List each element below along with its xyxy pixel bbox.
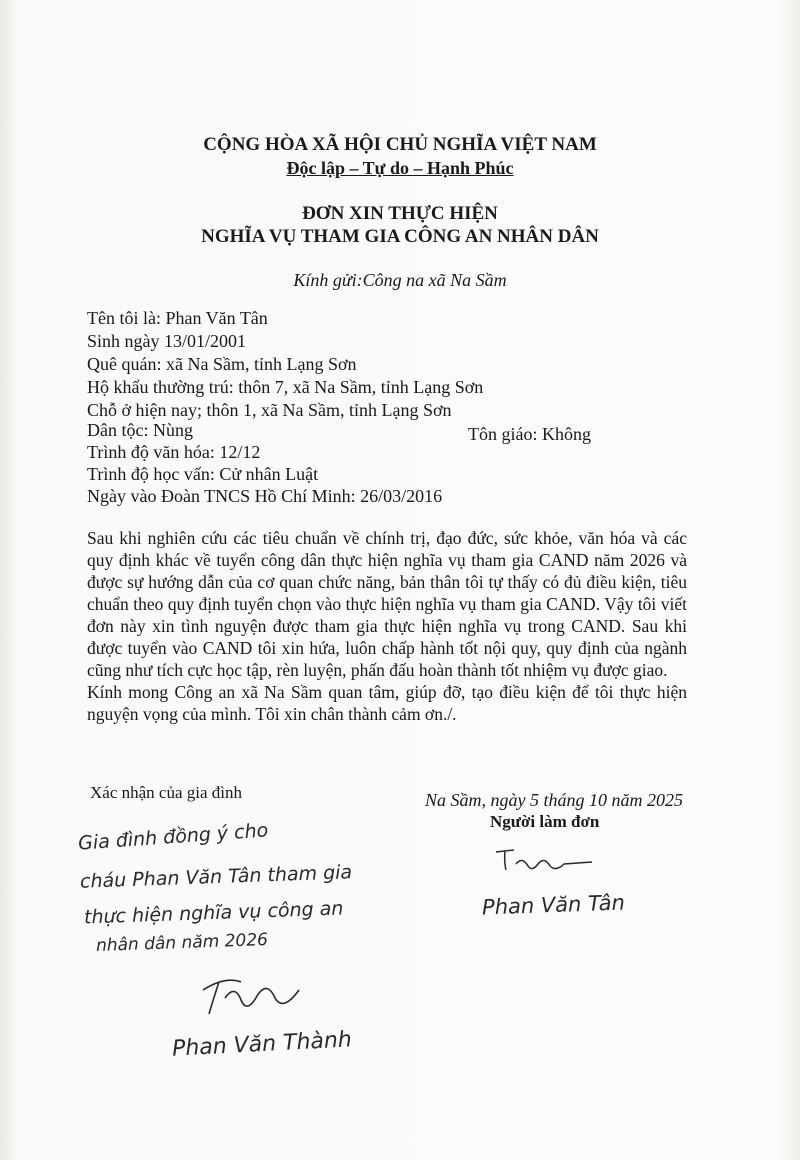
handwritten-note-line3: thực hiện nghĩa vụ công an [83, 897, 344, 929]
field-current-address: Chỗ ở hiện nay; thôn 1, xã Na Sầm, tỉnh Lạng Sơn [87, 400, 452, 420]
field-name: Tên tôi là: Phan Văn Tân [87, 308, 268, 328]
field-ethnicity: Dân tộc: Nùng [87, 420, 193, 440]
body-paragraph-2: Kính mong Công an xã Na Sầm quan tâm, giúp đỡ, tạo điều kiện để tôi thực hiện nguyện vọng của mình. Tôi xin chân thành cảm ơn./. [87, 682, 687, 724]
document-title-line1: ĐƠN XIN THỰC HIỆN [302, 203, 498, 224]
handwritten-note-line1: Gia đình đồng ý cho [77, 819, 269, 855]
body-text [87, 527, 687, 725]
national-motto-text: Độc lập – Tự do – Hạnh Phúc [286, 158, 514, 178]
field-residence: Hộ khẩu thường trú: thôn 7, xã Na Sầm, tỉnh Lạng Sơn [87, 377, 484, 397]
applicant-handwritten-name: Phan Văn Tân [481, 890, 626, 920]
national-title: CỘNG HÒA XÃ HỘI CHỦ NGHĨA VIỆT NAM [203, 134, 597, 155]
field-hometown: Quê quán: xã Na Sầm, tỉnh Lạng Sơn [87, 354, 357, 374]
field-culture-level: Trình độ văn hóa: 12/12 [87, 442, 261, 462]
place-date: Na Sầm, ngày 5 tháng 10 năm 2025 [425, 790, 683, 810]
applicant-label: Người làm đơn [490, 812, 600, 831]
handwritten-note-line4: nhân dân năm 2026 [95, 930, 269, 956]
body-paragraph-1: Sau khi nghiên cứu các tiêu chuẩn về chính trị, đạo đức, sức khỏe, văn hóa và các quy định khác về tuyển công dân thực hiện nghĩa vụ tham gia CAND năm 2026 và được sự hướng dẫn của cơ quan chức năng, bản thân tôi tự thấy có đủ điều kiện, tiêu chuẩn theo quy định tuyển chọn vào thực hiện nghĩa vụ tham gia CAND. Vậy tôi viết đơn này xin tình nguyện được tham gia thực hiện nghĩa vụ trong CAND. Sau khi được tuyển vào CAND tôi xin hứa, luôn chấp hành tốt nội quy, quy định của ngành cũng như tích cực học tập, rèn luyện, phấn đấu hoàn thành tốt nhiệm vụ được giao. [87, 528, 687, 680]
field-youth-union: Ngày vào Đoàn TNCS Hồ Chí Minh: 26/03/2016 [87, 486, 443, 506]
handwritten-note-line2: cháu Phan Văn Tân tham gia [79, 861, 353, 893]
recipient-line: Kính gửi:Công na xã Na Sầm [293, 270, 507, 290]
applicant-signature [492, 846, 602, 876]
field-dob: Sinh ngày 13/01/2001 [87, 331, 247, 351]
document-title-line2: NGHĨA VỤ THAM GIA CÔNG AN NHÂN DÂN [201, 226, 599, 247]
field-religion: Tôn giáo: Không [468, 424, 591, 444]
field-education: Trình độ học vấn: Cử nhân Luật [87, 464, 319, 484]
family-signature [195, 970, 325, 1020]
family-confirm-label: Xác nhận của gia đình [90, 783, 242, 802]
national-motto [0, 158, 800, 179]
family-signer-name: Phan Văn Thành [171, 1027, 353, 1062]
